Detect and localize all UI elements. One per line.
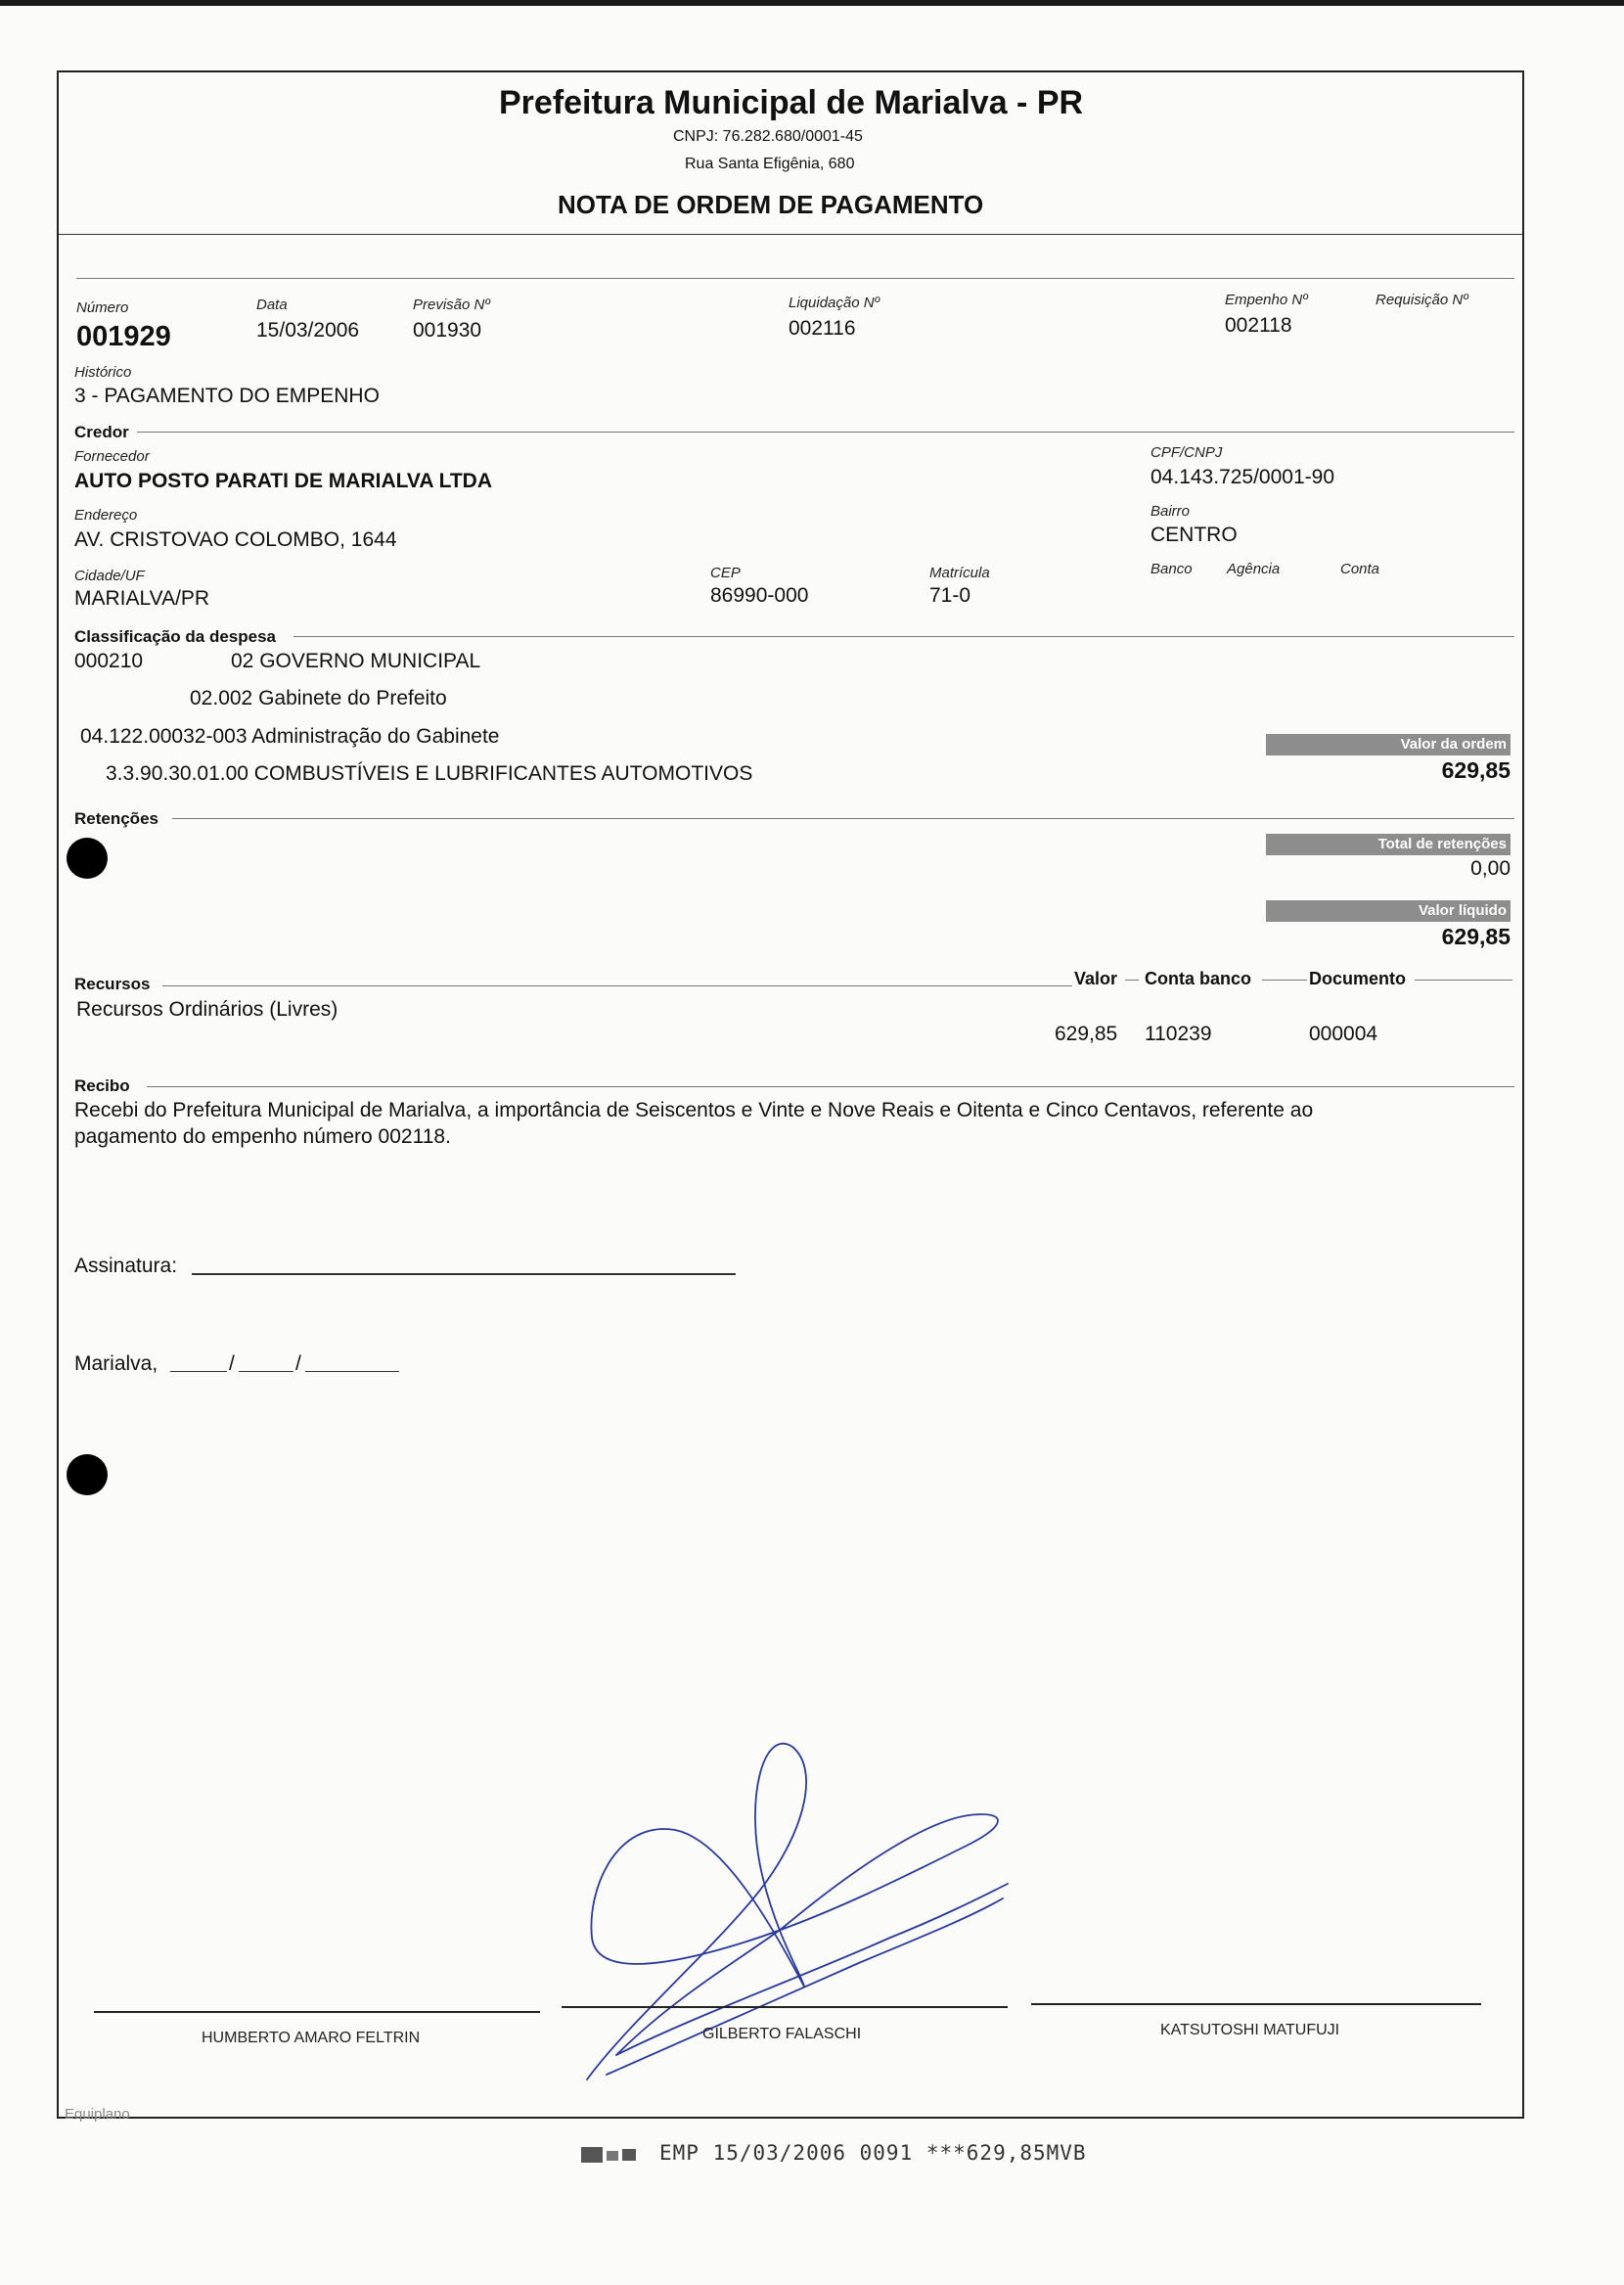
valor-liquido-value: 629,85 <box>1441 924 1511 949</box>
ids-top-rule <box>76 278 1514 279</box>
cpf-label: CPF/CNPJ <box>1150 444 1223 461</box>
recursos-description: Recursos Ordinários (Livres) <box>76 998 338 1021</box>
signature-line <box>1031 2003 1481 2005</box>
page-title: Prefeitura Municipal de Marialva - PR <box>499 84 1084 121</box>
date-slash: / <box>229 1352 235 1375</box>
scan-top-edge <box>0 0 1624 6</box>
credor-section-label: Credor <box>74 423 137 442</box>
assinatura-line <box>192 1273 736 1275</box>
requisicao-label: Requisição Nº <box>1376 292 1468 308</box>
historico-value: 3 - PAGAMENTO DO EMPENHO <box>74 385 380 407</box>
document-title: NOTA DE ORDEM DE PAGAMENTO <box>558 190 984 219</box>
cnpj-text: CNPJ: 76.282.680/0001-45 <box>673 128 863 145</box>
bairro-label: Bairro <box>1150 503 1191 520</box>
date-day-blank <box>170 1371 227 1372</box>
signatory-name: HUMBERTO AMARO FELTRIN <box>202 2030 421 2046</box>
liquidacao-value: 002116 <box>789 317 856 340</box>
retencoes-section-label: Retenções <box>74 809 166 829</box>
date-slash: / <box>295 1352 301 1375</box>
classificacao-line-3: 04.122.00032-003 Administração do Gabinete <box>80 725 500 748</box>
previsao-value: 001930 <box>413 319 482 342</box>
valor-ordem-value: 629,85 <box>1441 757 1511 783</box>
endereco-label: Endereço <box>74 507 138 524</box>
classificacao-line-1: 02 GOVERNO MUNICIPAL <box>231 650 481 672</box>
recursos-documento-header: Documento <box>1309 969 1406 988</box>
recibo-section-label: Recibo <box>74 1076 138 1096</box>
data-value: 15/03/2006 <box>256 319 360 342</box>
bairro-value: CENTRO <box>1150 524 1238 546</box>
endereco-value: AV. CRISTOVAO COLOMBO, 1644 <box>74 528 397 551</box>
classificacao-rule <box>293 636 1514 637</box>
punch-hole <box>67 838 108 879</box>
valor-liquido-label: Valor líquido <box>1266 900 1511 922</box>
retencoes-rule <box>172 818 1514 819</box>
cidade-label: Cidade/UF <box>74 568 145 584</box>
recibo-text-line-2: pagamento do empenho número 002118. <box>74 1125 451 1148</box>
handwritten-signature <box>548 1732 1037 2104</box>
recursos-section-label: Recursos <box>74 975 158 994</box>
classificacao-line-2: 02.002 Gabinete do Prefeito <box>190 687 447 709</box>
total-retencoes-label: Total de retenções <box>1266 834 1511 855</box>
assinatura-label: Assinatura: <box>74 1255 178 1277</box>
numero-value: 001929 <box>76 321 171 352</box>
numero-label: Número <box>76 299 129 316</box>
stamp-logo <box>581 2145 638 2165</box>
address-text: Rua Santa Efigênia, 680 <box>685 156 855 172</box>
date-year-blank <box>305 1371 399 1372</box>
empenho-value: 002118 <box>1225 314 1292 337</box>
recursos-rule <box>1262 980 1307 981</box>
empenho-label: Empenho Nº <box>1225 292 1308 308</box>
signatory-name: GILBERTO FALASCHI <box>702 2026 862 2042</box>
recursos-rule <box>1415 980 1512 981</box>
classificacao-section-label: Classificação da despesa <box>74 627 284 647</box>
local-label: Marialva, <box>74 1352 158 1375</box>
liquidacao-label: Liquidação Nº <box>789 295 880 311</box>
recursos-documento: 000004 <box>1309 1023 1378 1045</box>
total-retencoes-value: 0,00 <box>1470 857 1511 880</box>
recibo-text-line-1: Recebi do Prefeitura Municipal de Marialva, a importância de Seiscentos e Vinte e Nove Reais e Oitenta e Cinco Centavos, referente ao <box>74 1099 1314 1121</box>
punch-hole <box>67 1454 108 1495</box>
recursos-valor-header: Valor <box>1074 969 1118 988</box>
matricula-label: Matrícula <box>929 565 990 581</box>
fornecedor-label: Fornecedor <box>74 448 150 465</box>
header-divider <box>59 234 1522 235</box>
recibo-rule <box>147 1086 1514 1087</box>
previsao-label: Previsão Nº <box>413 297 490 313</box>
cpf-value: 04.143.725/0001-90 <box>1150 466 1335 488</box>
conta-label: Conta <box>1340 561 1380 577</box>
matricula-value: 71-0 <box>929 584 971 607</box>
cep-label: CEP <box>710 565 741 581</box>
signatory-name: KATSUTOSHI MATUFUJI <box>1160 2022 1340 2038</box>
data-label: Data <box>256 297 288 313</box>
date-month-blank <box>239 1371 293 1372</box>
historico-label: Histórico <box>74 364 132 381</box>
fornecedor-value: AUTO POSTO PARATI DE MARIALVA LTDA <box>74 470 492 492</box>
cidade-value: MARIALVA/PR <box>74 587 210 610</box>
recursos-rule <box>162 985 1072 986</box>
mechanical-stamp: EMP 15/03/2006 0091 ***629,85MVB <box>659 2141 1087 2165</box>
recursos-valor: 629,85 <box>1055 1023 1118 1045</box>
recursos-conta: 110239 <box>1145 1023 1212 1045</box>
recursos-rule <box>1125 980 1139 981</box>
valor-ordem-label: Valor da ordem <box>1266 734 1511 755</box>
signature-line <box>94 2011 540 2013</box>
brand-footer: Equiplano <box>65 2106 130 2123</box>
classificacao-line-4: 3.3.90.30.01.00 COMBUSTÍVEIS E LUBRIFICANTES AUTOMOTIVOS <box>106 762 753 785</box>
classificacao-code: 000210 <box>74 650 144 672</box>
signature-line <box>562 2006 1008 2008</box>
cep-value: 86990-000 <box>710 584 809 607</box>
recursos-conta-header: Conta banco <box>1145 969 1252 988</box>
banco-label: Banco <box>1150 561 1193 577</box>
agencia-label: Agência <box>1227 561 1281 577</box>
credor-rule <box>137 432 1514 433</box>
